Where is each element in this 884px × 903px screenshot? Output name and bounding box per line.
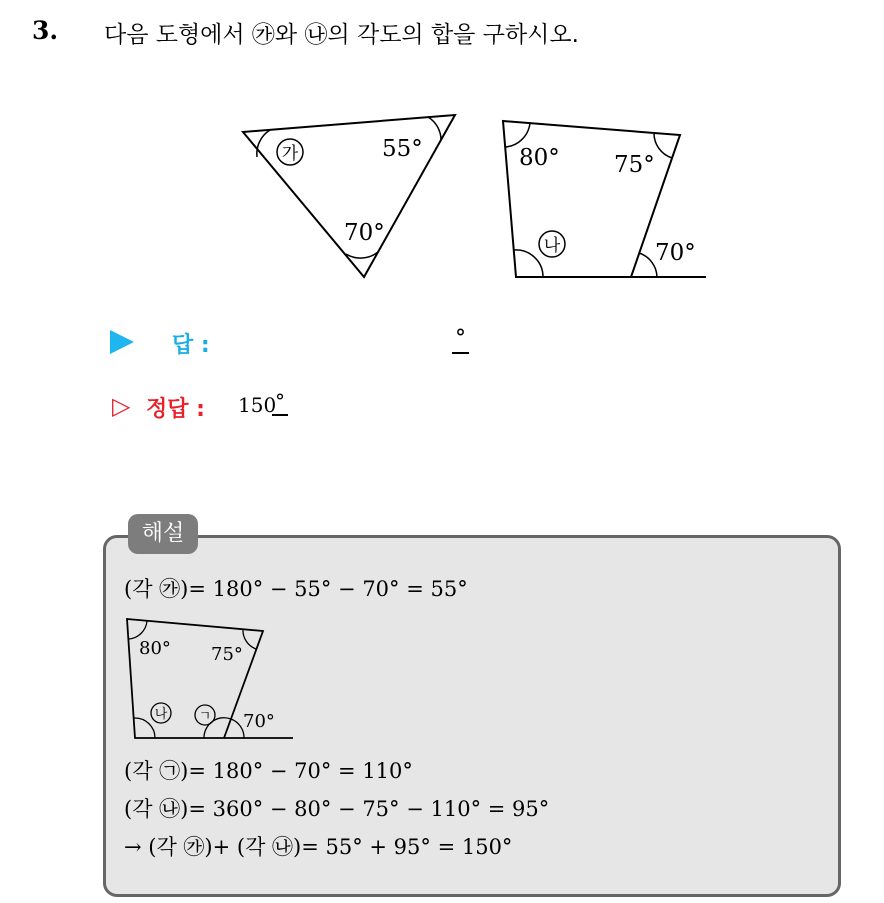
triangle-shape [243,115,455,277]
quad-angle-arc-top-right [654,133,672,158]
triangle-angle-arc-right [428,117,441,140]
answer-unit-blank[interactable]: ° [452,326,469,354]
quad-angle-arc-top-left [505,123,530,147]
answer-label: 답 : [172,333,210,358]
solution-arc-top-left [129,621,147,639]
triangle-angle-arc-left [257,130,270,157]
solution-line-4: → (각 ㉮)+ (각 ㉯)= 55° + 95° = 150° [124,835,513,859]
solution-line-2: (각 ㉠)= 180° − 70° = 110° [124,759,413,783]
quad-angle-75: 75° [614,152,655,178]
triangle-angle-70: 70° [344,220,385,246]
solution-line-3: (각 ㉯)= 360° − 80° − 75° − 110° = 95° [124,797,550,821]
quad-angle-arc-bottom-left [514,250,543,277]
triangle-label-ga: 가 [281,144,299,164]
correct-arrow-icon: ▷ [112,392,131,420]
solution-arc-bottom-left [134,718,155,738]
solution-exterior-70: 70° [243,711,275,732]
solution-angle-75: 75° [211,644,243,665]
solution-arc-top-right [243,629,256,649]
problem-figure [0,0,884,300]
solution-figure [115,612,315,742]
correct-value: 150 [238,393,277,417]
solution-line-1: (각 ㉮)= 180° − 55° − 70° = 55° [124,577,468,601]
solution-label-ga: ㄱ [198,709,212,724]
quad-angle-80: 80° [519,145,560,171]
correct-label: 정답 : [146,397,205,422]
solution-angle-80: 80° [139,638,171,659]
answer-play-icon [110,330,134,354]
solution-tag: 해설 [128,514,198,554]
triangle-angle-55: 55° [382,136,423,162]
correct-unit: ° [272,388,288,416]
question-text: 다음 도형에서 ㉮와 ㉯의 각도의 합을 구하시오. [104,22,579,48]
triangle-angle-arc-bottom [346,252,378,258]
question-number: 3. [32,16,59,45]
quad-exterior-angle-70: 70° [655,240,696,266]
solution-label-na: 나 [154,707,168,722]
quad-label-na: 나 [543,236,561,256]
